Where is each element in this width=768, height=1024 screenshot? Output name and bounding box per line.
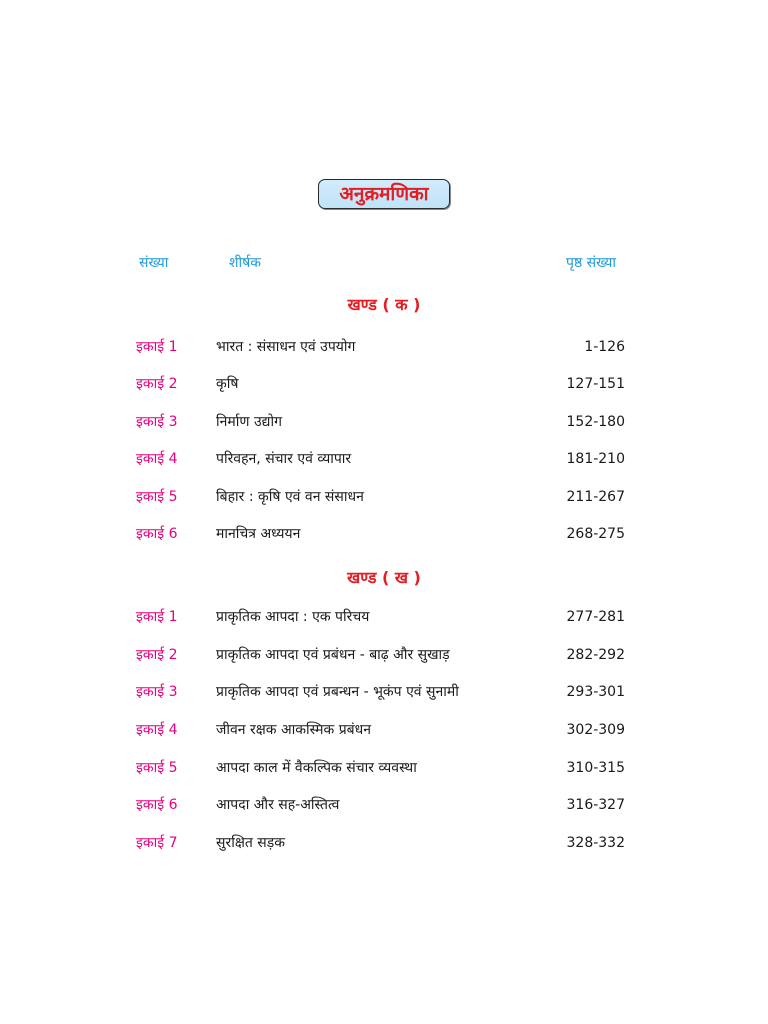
- toc-row[interactable]: [0, 486, 768, 508]
- chapter-title: बिहार : कृषि एवं वन संसाधन: [216, 489, 364, 505]
- chapter-title: आपदा और सह-अस्तित्व: [216, 797, 340, 813]
- page-range: 127-151: [566, 376, 625, 392]
- unit-label: इकाई 5: [136, 760, 178, 776]
- title-box: [318, 179, 450, 209]
- unit-label: इकाई 2: [136, 647, 178, 663]
- page-range: 1-126: [584, 339, 625, 355]
- page-range: 302-309: [566, 722, 625, 738]
- header-number: संख्या: [139, 255, 169, 271]
- section-heading-a: खण्ड ( क ): [347, 295, 421, 314]
- chapter-title: प्राकृतिक आपदा एवं प्रबंधन - बाढ़ और सुखाड़: [216, 647, 450, 663]
- toc-row[interactable]: [0, 681, 768, 703]
- page-range: 293-301: [566, 684, 625, 700]
- page-range: 282-292: [566, 647, 625, 663]
- page-range: 268-275: [566, 526, 625, 542]
- page-range: 277-281: [566, 609, 625, 625]
- unit-label: इकाई 3: [136, 684, 178, 700]
- chapter-title: निर्माण उद्योग: [216, 414, 282, 430]
- section-heading-b: खण्ड ( ख ): [347, 568, 421, 587]
- chapter-title: कृषि: [216, 376, 239, 392]
- toc-row[interactable]: [0, 719, 768, 741]
- page-range: 181-210: [566, 451, 625, 467]
- chapter-title: मानचित्र अध्ययन: [216, 526, 301, 542]
- page-range: 211-267: [566, 489, 625, 505]
- unit-label: इकाई 3: [136, 414, 178, 430]
- toc-row[interactable]: [0, 606, 768, 628]
- unit-label: इकाई 7: [136, 835, 178, 851]
- unit-label: इकाई 4: [136, 451, 178, 467]
- chapter-title: भारत : संसाधन एवं उपयोग: [216, 339, 356, 355]
- toc-row[interactable]: [0, 832, 768, 854]
- chapter-title: प्राकृतिक आपदा : एक परिचय: [216, 609, 370, 625]
- unit-label: इकाई 1: [136, 609, 178, 625]
- page-range: 328-332: [566, 835, 625, 851]
- header-page-number: पृष्ठ संख्या: [566, 255, 617, 271]
- unit-label: इकाई 6: [136, 526, 178, 542]
- unit-label: इकाई 6: [136, 797, 178, 813]
- toc-row[interactable]: [0, 411, 768, 433]
- toc-row[interactable]: [0, 644, 768, 666]
- chapter-title: प्राकृतिक आपदा एवं प्रबन्धन - भूकंप एवं सुनामी: [216, 684, 459, 700]
- unit-label: इकाई 4: [136, 722, 178, 738]
- toc-row[interactable]: [0, 336, 768, 358]
- chapter-title: आपदा काल में वैकल्पिक संचार व्यवस्था: [216, 760, 417, 776]
- page-title: अनुक्रमणिका: [339, 182, 429, 205]
- unit-label: इकाई 2: [136, 376, 178, 392]
- toc-row[interactable]: [0, 794, 768, 816]
- page-range: 316-327: [566, 797, 625, 813]
- page-range: 310-315: [566, 760, 625, 776]
- unit-label: इकाई 1: [136, 339, 178, 355]
- page-range: 152-180: [566, 414, 625, 430]
- chapter-title: जीवन रक्षक आकस्मिक प्रबंधन: [216, 722, 372, 738]
- unit-label: इकाई 5: [136, 489, 178, 505]
- header-title: शीर्षक: [229, 255, 261, 271]
- chapter-title: सुरक्षित सड़क: [216, 835, 285, 851]
- toc-row[interactable]: [0, 373, 768, 395]
- toc-row[interactable]: [0, 523, 768, 545]
- toc-row[interactable]: [0, 757, 768, 779]
- toc-row[interactable]: [0, 448, 768, 470]
- chapter-title: परिवहन, संचार एवं व्यापार: [216, 451, 352, 467]
